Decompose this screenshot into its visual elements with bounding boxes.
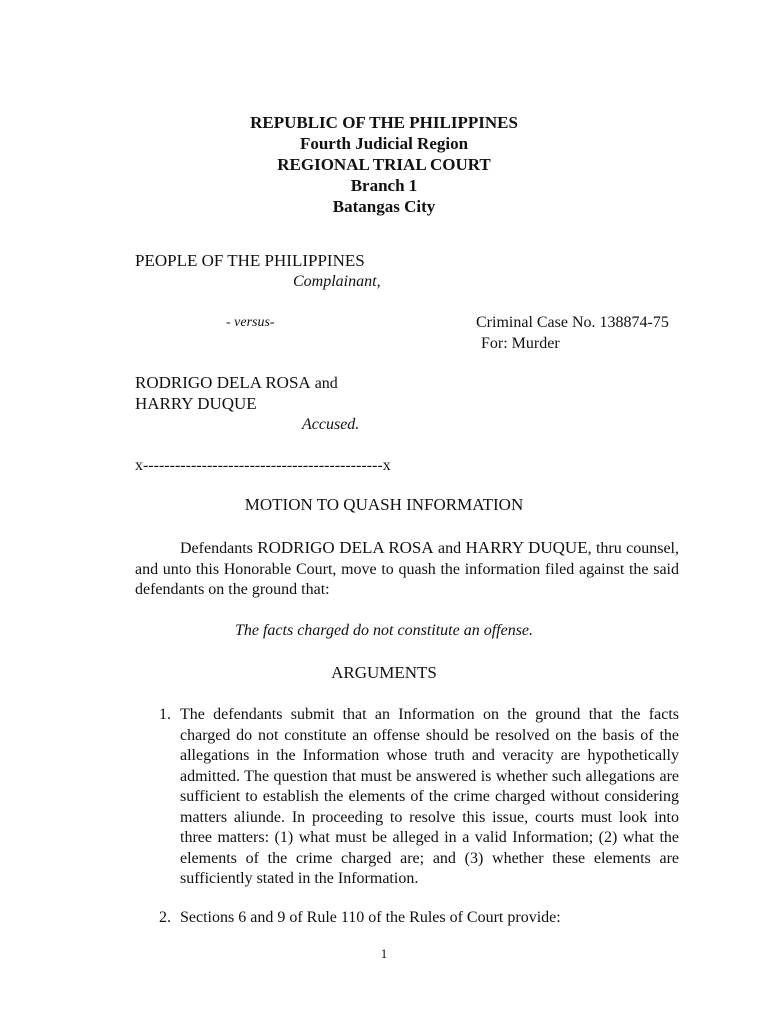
plaintiff-role: Complainant,: [293, 273, 381, 290]
intro-defendant-2: HARRY DUQUE: [465, 538, 588, 557]
argument-text: The defendants submit that an Information on the ground that the facts charged do not constitute an offense should be resolved on the basis of the allegations in the Information whose truth and veracity are hypothetically admitted. The question that must be answered is whether such allegations are sufficient to establish the elements of the crime charged without considering matters aliunde. In proceeding to resolve this issue, courts must look into three matters: (1) what must be alleged in a valid Information; (2) what the elements of the crime charged are; and (3) whether these elements are sufficiently stated in the Information.: [180, 706, 679, 887]
intro-and: and: [438, 540, 462, 557]
accused-name-2: HARRY DUQUE: [135, 394, 257, 413]
plaintiff-name: PEOPLE OF THE PHILIPPINES: [135, 251, 365, 270]
intro-text-1: Defendants: [180, 540, 253, 557]
page-number: 1: [380, 946, 388, 961]
accused-name-1: RODRIGO DELA ROSA: [135, 373, 311, 392]
versus-label: - versus-: [226, 315, 275, 330]
court-header-branch: Branch 1: [350, 176, 418, 195]
motion-title: MOTION TO QUASH INFORMATION: [244, 495, 524, 514]
offense-label: For: Murder: [481, 335, 560, 352]
intro-paragraph: [135, 538, 679, 601]
caption-separator: x---------------------------------------------x: [135, 457, 391, 474]
accused-line-1: [135, 373, 338, 395]
intro-defendant-1: RODRIGO DELA ROSA: [257, 538, 434, 557]
court-header-city: Batangas City: [332, 197, 436, 216]
court-header-republic: REPUBLIC OF THE PHILIPPINES: [250, 113, 518, 132]
ground-statement: The facts charged do not constitute an offense.: [234, 622, 534, 639]
court-header-court: REGIONAL TRIAL COURT: [277, 155, 491, 174]
argument-number: 1.: [159, 706, 171, 723]
intro-text-2: , thru counsel, and unto this Honorable Court, move to quash the information filed against the said defendants on the ground that:: [135, 540, 679, 598]
accused-role: Accused.: [302, 416, 360, 433]
argument-text: Sections 6 and 9 of Rule 110 of the Rules of Court provide:: [180, 909, 561, 926]
court-header-region: Fourth Judicial Region: [299, 134, 469, 153]
accused-and: and: [314, 375, 338, 392]
argument-number: 2.: [159, 909, 171, 926]
case-number: Criminal Case No. 138874-75: [476, 314, 669, 331]
arguments-heading: ARGUMENTS: [331, 663, 437, 682]
